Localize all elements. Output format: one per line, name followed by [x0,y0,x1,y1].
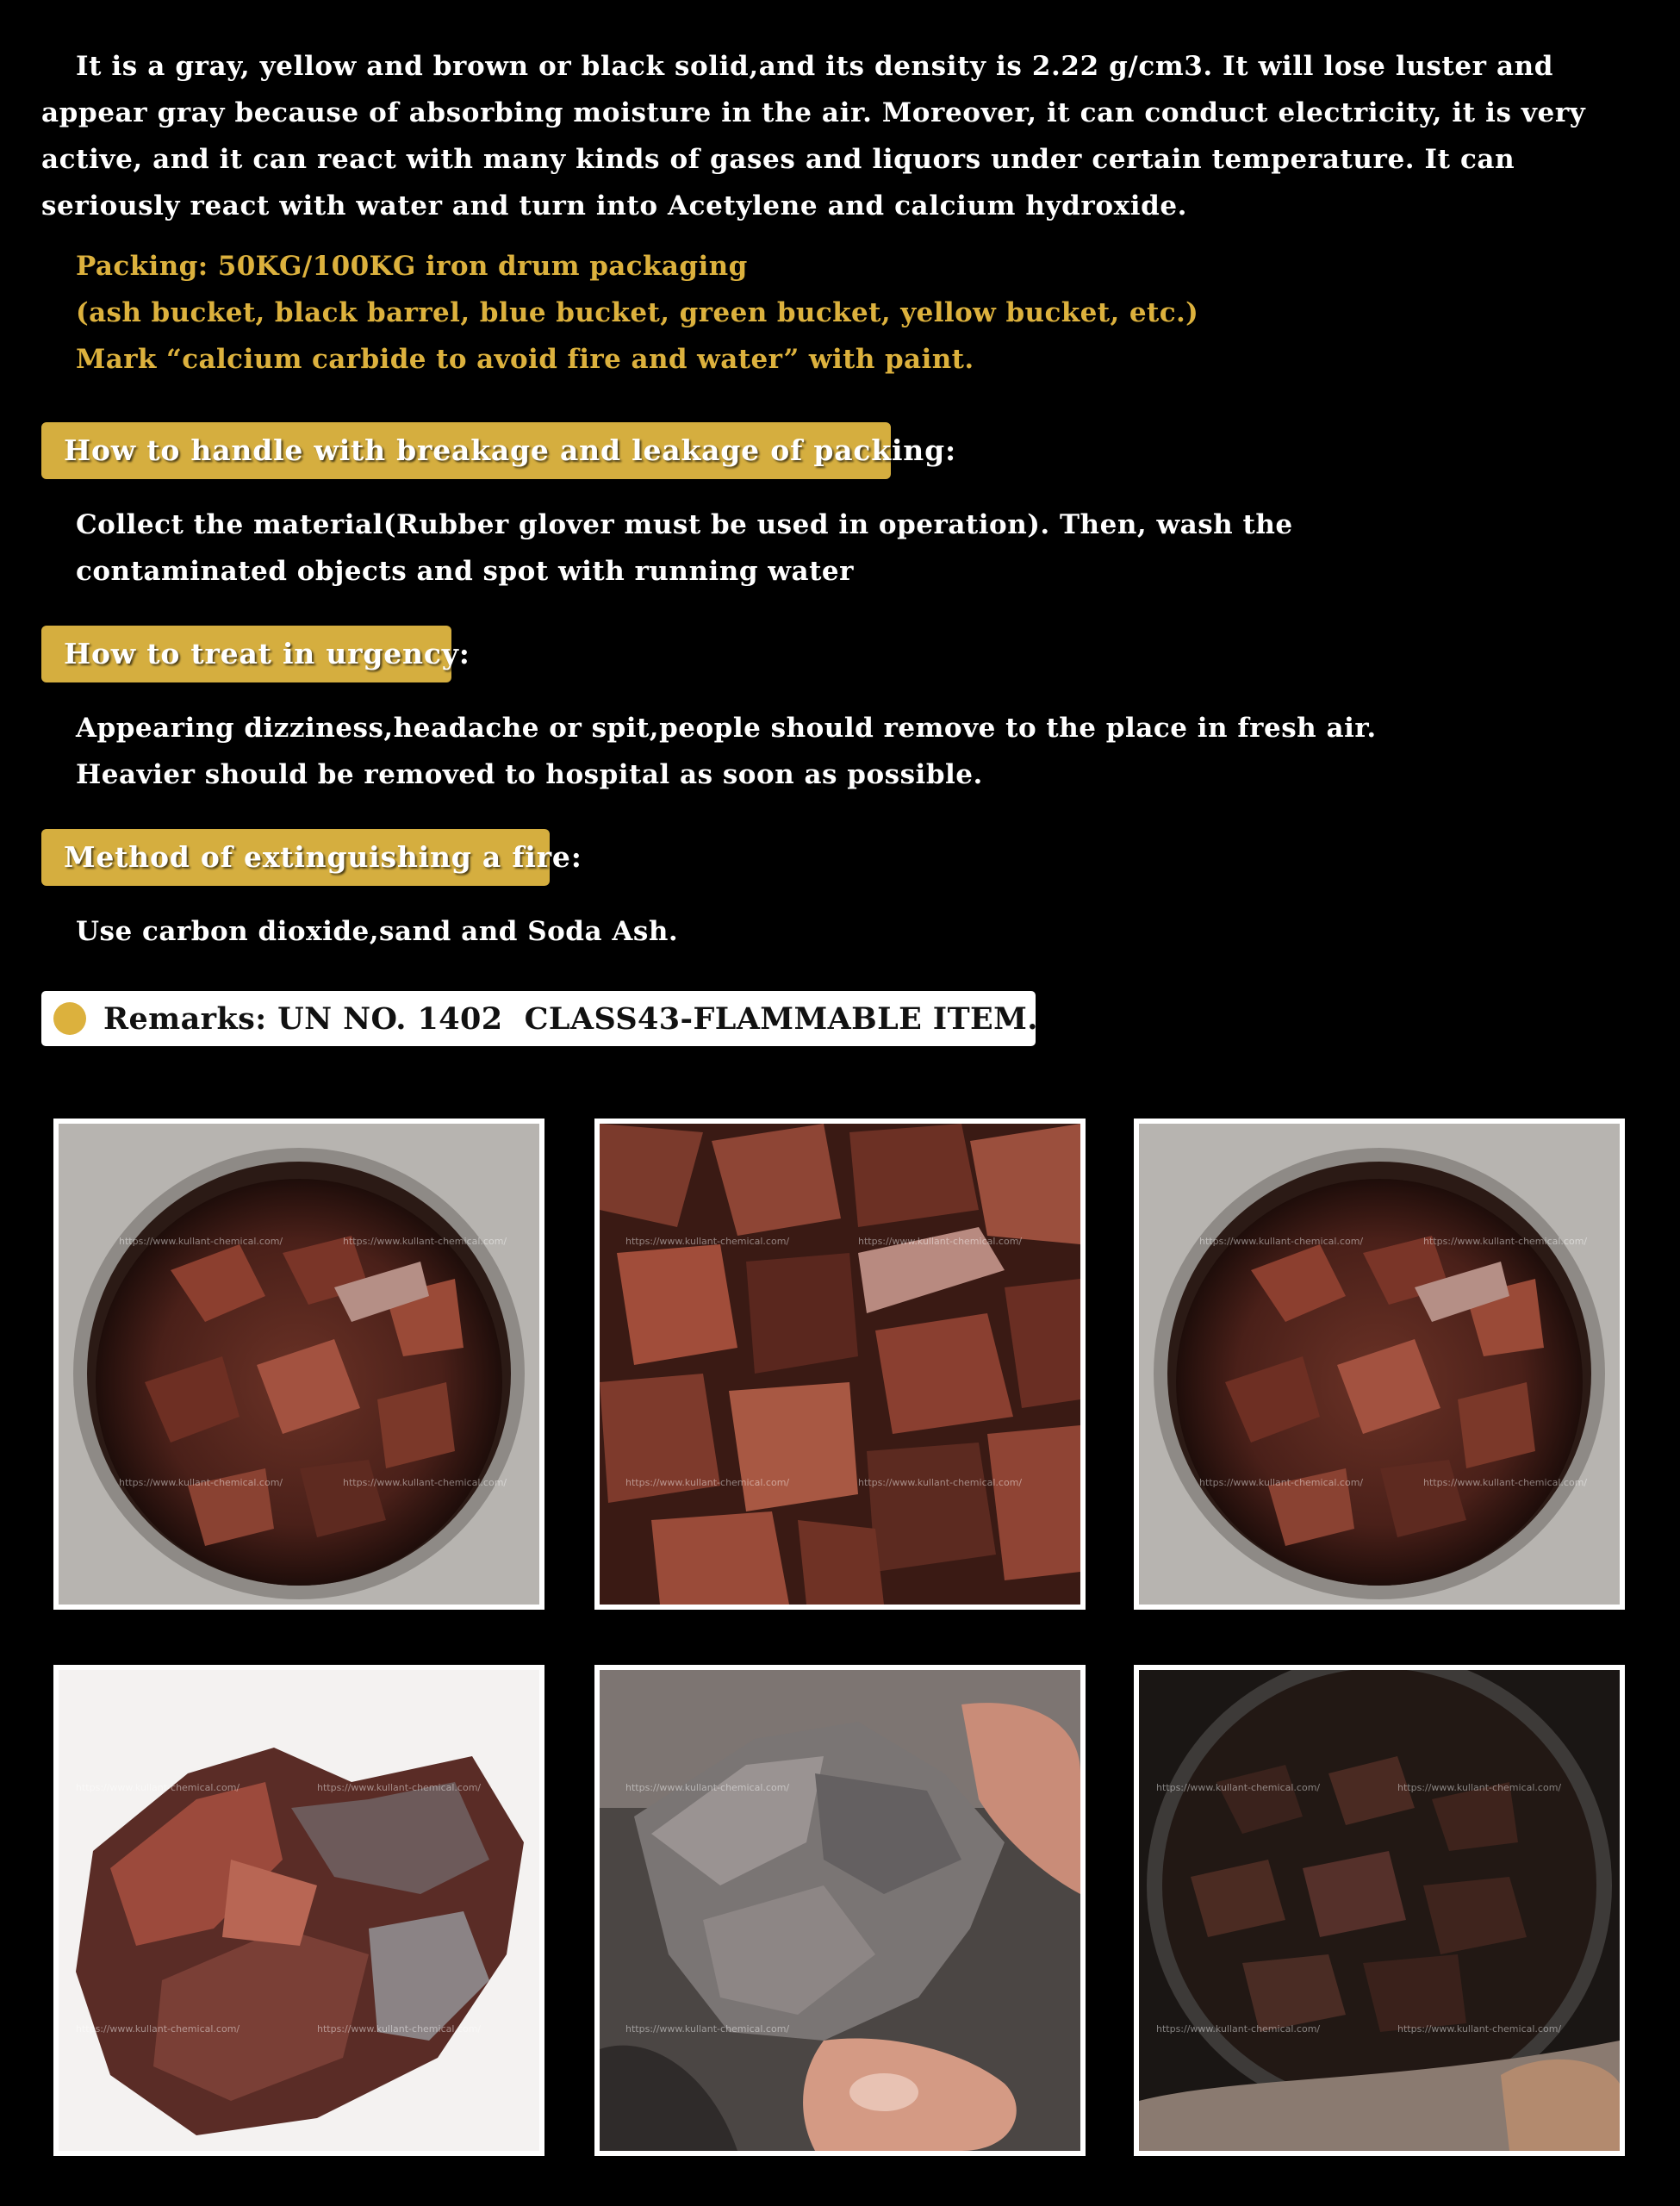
svg-text:https://www.kullant-chemical.c: https://www.kullant-chemical.com/ [119,1477,283,1488]
svg-text:https://www.kullant-chemical.c: https://www.kullant-chemical.com/ [858,1236,1023,1247]
remarks-text: Remarks: UN NO. 1402 CLASS43-FLAMMABLE ITEM. [103,1000,1038,1037]
bullet-dot-icon [53,1002,86,1035]
carbide-drum-image [1139,1124,1620,1605]
svg-text:https://www.kullant-chemical.c: https://www.kullant-chemical.com/ [625,2023,790,2035]
product-photo-dark-drum [1134,1665,1625,2156]
svg-text:https://www.kullant-chemical.c: https://www.kullant-chemical.com/ [119,1236,283,1247]
product-photo-closeup [594,1119,1086,1610]
svg-text:https://www.kullant-chemical.c: https://www.kullant-chemical.com/ [625,1236,790,1247]
urgency-text: Appearing dizziness,headache or spit,people should remove to the place in fresh air. Heavier should be removed to hospital as soon as possible. [76,713,1377,790]
carbide-lump-image [59,1670,539,2151]
svg-text:https://www.kullant-chemical.c: https://www.kullant-chemical.com/ [76,2023,240,2035]
carbide-held-image [600,1670,1080,2151]
svg-text:https://www.kullant-chemical.c: https://www.kullant-chemical.com/ [1397,1782,1562,1793]
fire-text: Use carbon dioxide,sand and Soda Ash. [76,916,679,947]
svg-text:https://www.kullant-chemical.c: https://www.kullant-chemical.com/ [343,1477,507,1488]
product-photo-held-lump [594,1665,1086,2156]
packing-line-3: Mark “calcium carbide to avoid fire and water” with paint. [76,344,974,375]
svg-text:https://www.kullant-chemical.c: https://www.kullant-chemical.com/ [76,1782,240,1793]
carbide-closeup-image [600,1124,1080,1605]
packing-info [76,243,1540,383]
svg-text:https://www.kullant-chemical.c: https://www.kullant-chemical.com/ [858,1477,1023,1488]
svg-text:https://www.kullant-chemical.c: https://www.kullant-chemical.com/ [1156,2023,1321,2035]
product-photo-single-lump [53,1665,544,2156]
svg-text:https://www.kullant-chemical.c: https://www.kullant-chemical.com/ [1423,1236,1588,1247]
product-photo-drum-2 [1134,1119,1625,1610]
urgency-heading: How to treat in urgency: [41,626,451,682]
breakage-text: Collect the material(Rubber glover must be used in operation). Then, wash the contaminated objects and spot with running water [76,509,1293,587]
breakage-heading: How to handle with breakage and leakage of packing: [41,422,891,479]
fire-heading: Method of extinguishing a fire: [41,829,550,886]
svg-text:https://www.kullant-chemical.c: https://www.kullant-chemical.com/ [625,1782,790,1793]
svg-text:https://www.kullant-chemical.c: https://www.kullant-chemical.com/ [1397,2023,1562,2035]
product-photo-drum-1 [53,1119,544,1610]
carbide-drum-image [59,1124,539,1605]
packing-line-1: Packing: 50KG/100KG iron drum packaging [76,251,748,282]
svg-text:https://www.kullant-chemical.c: https://www.kullant-chemical.com/ [1199,1236,1364,1247]
svg-text:https://www.kullant-chemical.c: https://www.kullant-chemical.com/ [317,1782,482,1793]
svg-text:https://www.kullant-chemical.c: https://www.kullant-chemical.com/ [1156,1782,1321,1793]
carbide-dark-drum-image [1139,1670,1620,2151]
svg-text:https://www.kullant-chemical.c: https://www.kullant-chemical.com/ [343,1236,507,1247]
svg-text:https://www.kullant-chemical.c: https://www.kullant-chemical.com/ [1423,1477,1588,1488]
packing-line-2: (ash bucket, black barrel, blue bucket, green bucket, yellow bucket, etc.) [76,297,1199,328]
intro-paragraph: It is a gray, yellow and brown or black solid,and its density is 2.22 g/cm3. It will lose luster and appear gray because of absorbing moisture in the air. Moreover, it can conduct electricity, it is very active, and it can react with many kinds of gases and liquors under certain temperature. It can seriously react with water and turn into Acetylene and calcium hydroxide. [41,51,1586,221]
remarks-bar [41,991,1036,1046]
svg-text:https://www.kullant-chemical.c: https://www.kullant-chemical.com/ [317,2023,482,2035]
svg-text:https://www.kullant-chemical.c: https://www.kullant-chemical.com/ [1199,1477,1364,1488]
svg-text:https://www.kullant-chemical.c: https://www.kullant-chemical.com/ [625,1477,790,1488]
